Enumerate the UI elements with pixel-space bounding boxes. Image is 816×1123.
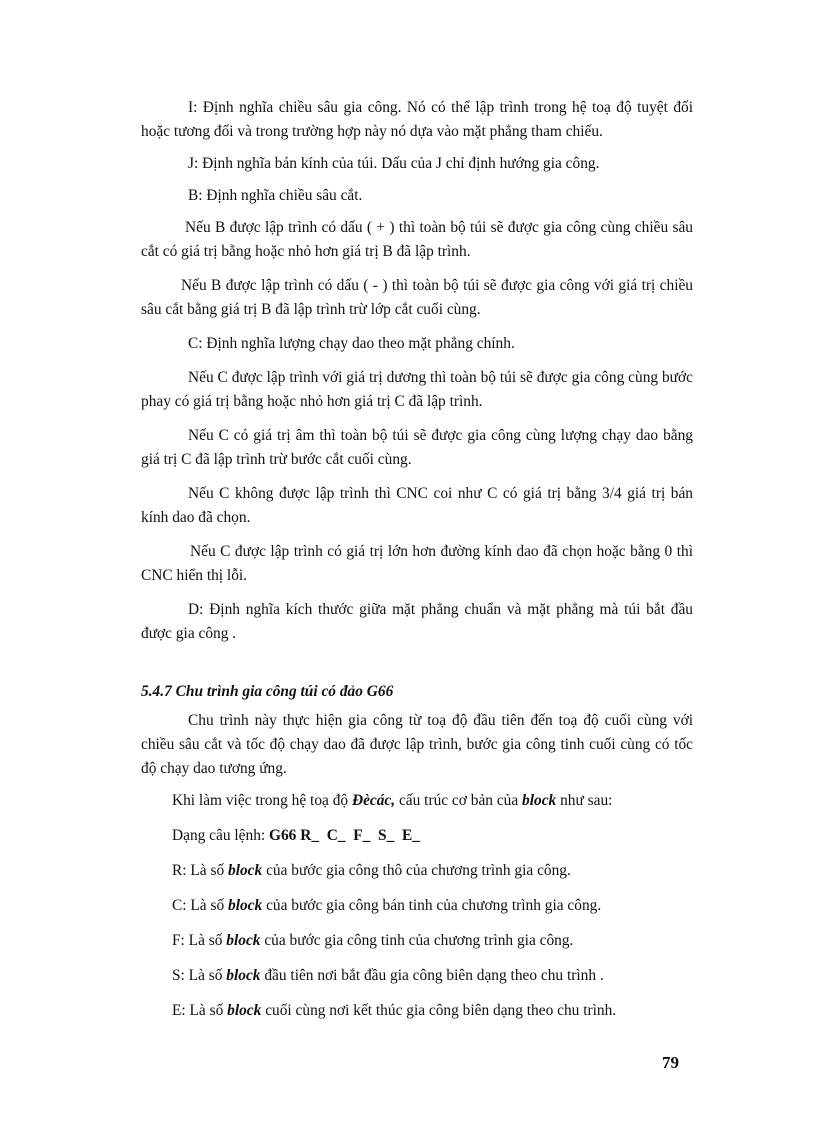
document-body (141, 96, 693, 646)
cartesian-block-word: block (522, 792, 557, 809)
syntax-code: G66 R_ C_ F_ S_ E_ (269, 827, 420, 844)
param-e-suffix: cuối cùng nơi kết thúc gia công biên dạng theo chu trình. (261, 1002, 617, 1019)
cartesian-word: Đècác, (351, 792, 396, 809)
cartesian-pre: Khi làm việc trong hệ toạ độ (172, 792, 352, 809)
paragraph-j-definition: J: Định nghĩa bán kính của túi. Dấu của J chỉ định hướng gia công. (188, 155, 600, 172)
param-e-prefix: E: Là số (172, 1002, 228, 1019)
page-number: 79 (662, 1053, 679, 1072)
param-s-block: block (226, 967, 261, 984)
cartesian-post: như sau: (556, 792, 613, 809)
param-c-suffix: của bước gia công bán tinh của chương trình gia công. (262, 897, 602, 914)
param-f-suffix: của bước gia công tinh của chương trình gia công. (260, 932, 574, 949)
section-heading: 5.4.7 Chu trình gia công túi có đảo G66 (141, 683, 394, 700)
cartesian-line (141, 789, 693, 813)
param-s-suffix: đầu tiên nơi bắt đầu gia công biên dạng theo chu trình . (260, 967, 604, 984)
cartesian-mid: cấu trúc cơ bản của (395, 792, 523, 809)
paragraph-b-definition: B: Định nghĩa chiều sâu cắt. (188, 187, 363, 204)
param-r (141, 859, 693, 883)
param-f-block: block (226, 932, 261, 949)
param-s (141, 964, 693, 988)
param-c-prefix: C: Là số (172, 897, 229, 914)
section-intro: Chu trình này thực hiện gia công từ toạ độ đầu tiên đến toạ độ cuối cùng với chiều sâu cắt và tốc độ chạy dao đã được lập trình, bước gia công tinh cuối cùng có tốc độ chạy dao tương ứng. (141, 712, 693, 777)
param-r-prefix: R: Là số (172, 862, 229, 879)
syntax-label: Dạng câu lệnh: (172, 827, 270, 844)
section-body (141, 709, 693, 1023)
param-e-block: block (227, 1002, 262, 1019)
paragraph-c-positive: Nếu C được lập trình với giá trị dương thì toàn bộ túi sẽ được gia công cùng bước phay có giá trị bằng hoặc nhỏ hơn giá trị C đã lập trình. (141, 369, 693, 410)
param-e (141, 999, 693, 1023)
paragraph-b-negative: Nếu B được lập trình có dấu ( - ) thì toàn bộ túi sẽ được gia công với giá trị chiều sâu cắt bằng giá trị B đã lập trình trừ lớp cắt cuối cùng. (141, 277, 693, 318)
param-c-block: block (228, 897, 263, 914)
paragraph-c-definition: C: Định nghĩa lượng chạy dao theo mặt phẳng chính. (188, 335, 515, 352)
param-f-prefix: F: Là số (172, 932, 227, 949)
paragraph-d-definition: D: Định nghĩa kích thước giữa mặt phẳng chuẩn và mặt phẳng mà túi bắt đầu được gia công . (141, 601, 693, 642)
param-r-suffix: của bước gia công thô của chương trình gia công. (262, 862, 571, 879)
param-s-prefix: S: Là số (172, 967, 227, 984)
syntax-line (141, 824, 693, 848)
paragraph-c-negative: Nếu C có giá trị âm thì toàn bộ túi sẽ được gia công cùng lượng chạy dao bằng giá trị C đã lập trình trừ bước cắt cuối cùng. (141, 427, 693, 468)
paragraph-c-unprogrammed: Nếu C không được lập trình thì CNC coi như C có giá trị bằng 3/4 giá trị bán kính dao đã chọn. (141, 485, 693, 526)
paragraph-i-definition: I: Định nghĩa chiều sâu gia công. Nó có thể lập trình trong hệ toạ độ tuyệt đối hoặc tương đối và trong trường hợp này nó dựa vào mặt phẳng tham chiếu. (141, 99, 693, 140)
param-r-block: block (228, 862, 263, 879)
param-c (141, 894, 693, 918)
paragraph-b-positive: Nếu B được lập trình có dấu ( + ) thì toàn bộ túi sẽ được gia công cùng chiều sâu cắt có giá trị bằng hoặc nhỏ hơn giá trị B đã lập trình. (141, 219, 693, 260)
paragraph-c-error: Nếu C được lập trình có giá trị lớn hơn đường kính dao đã chọn hoặc bằng 0 thì CNC hiển thị lỗi. (141, 543, 693, 584)
param-f (141, 929, 693, 953)
